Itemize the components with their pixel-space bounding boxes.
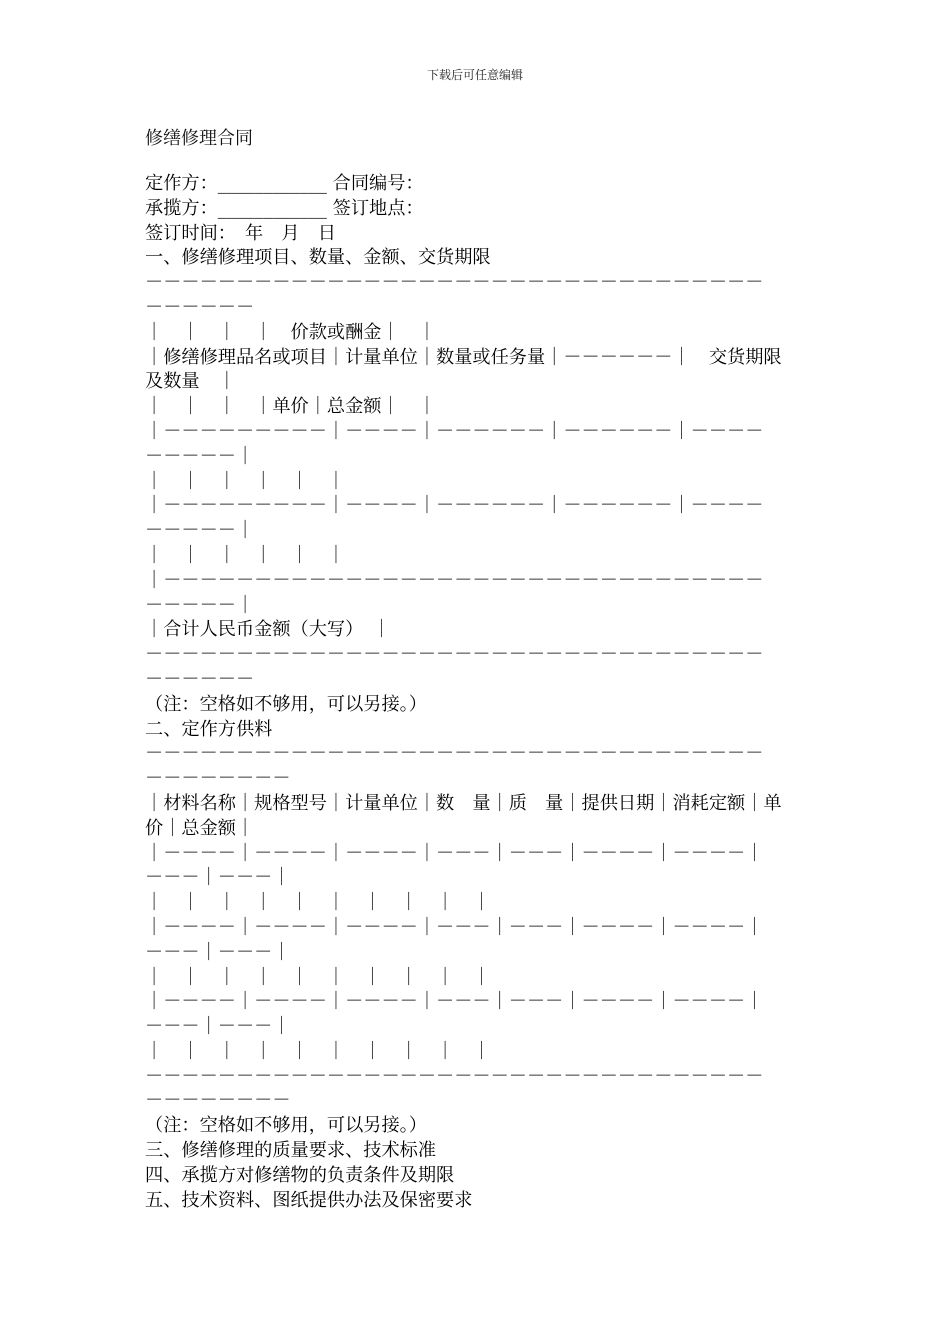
document-body [145,172,810,1213]
document-line: －－－－－－－－ [145,768,291,790]
document-line: －－－｜－－－｜ [145,867,291,889]
document-line: －－－－－｜ [145,594,255,616]
document-line: －－－－－－－－－－－－－－－－－－－－－－－－－－－－－－－－－－ [145,1065,764,1087]
document-line: ｜ ｜ ｜ ｜ ｜ ｜ ｜ ｜ ｜ ｜ [145,966,491,988]
document-line: ｜修缮修理品名或项目｜计量单位｜数量或任务量｜－－－－－－｜ 交货期限 [145,346,782,368]
document-line: 一、修缮修理项目、数量、金额、交货期限 [145,247,491,269]
document-line: 三、修缮修理的质量要求、技术标准 [145,1140,437,1162]
document-line: ｜ ｜ ｜ ｜ ｜ ｜ [145,470,346,492]
document-line: 四、承揽方对修缮物的负责条件及期限 [145,1164,455,1186]
document-line: 及数量 ｜ [145,371,236,393]
document-line: ｜－－－－｜－－－－｜－－－－｜－－－｜－－－｜－－－－｜－－－－｜ [145,916,764,938]
document-line: ｜－－－－－－－－－｜－－－－｜－－－－－－｜－－－－－－｜－－－－ [145,420,764,442]
document-line: －－－－－｜ [145,520,255,542]
document-line: 定作方：____________ 合同编号： [145,173,424,194]
document-line: －－－－－－ [145,668,255,690]
document-line: （注：空格如不够用，可以另接。） [145,693,427,715]
document-title: 修缮修理合同 [145,128,253,149]
document-line: 签订时间： 年 月 日 [145,222,336,244]
document-line: ｜ ｜ ｜ ｜ ｜ ｜ [145,544,346,566]
document-line: ｜ ｜ ｜ ｜ ｜ ｜ ｜ ｜ ｜ ｜ [145,1040,491,1062]
document-line: －－－－－｜ [145,445,255,467]
document-line: ｜材料名称｜规格型号｜计量单位｜数 量｜质 量｜提供日期｜消耗定额｜单 [145,792,782,814]
document-line: －－－｜－－－｜ [145,941,291,963]
document-line: （注：空格如不够用，可以另接。） [145,1115,427,1137]
document-line: 五、技术资料、图纸提供办法及保密要求 [145,1189,473,1211]
page-header-note: 下载后可任意编辑 [426,68,523,82]
document-line: ｜－－－－－－－－－－－－－－－－－－－－－－－－－－－－－－－－－ [145,569,764,591]
document-line: 承揽方：____________ 签订地点： [145,197,424,219]
document-line: ｜－－－－－－－－－｜－－－－｜－－－－－－｜－－－－－－｜－－－－ [145,495,764,517]
document-line: －－－－－－－－－－－－－－－－－－－－－－－－－－－－－－－－－－ [145,743,764,765]
document-line: 价｜总金额｜ [145,817,255,839]
document-line: －－－－－－－－ [145,1090,291,1112]
document-line: ｜－－－－｜－－－－｜－－－－｜－－－｜－－－｜－－－－｜－－－－｜ [145,991,764,1013]
document-line: －－－｜－－－｜ [145,1016,291,1038]
document-line: －－－－－－－－－－－－－－－－－－－－－－－－－－－－－－－－－－ [145,644,764,666]
document-line: ｜合计人民币金额（大写） ｜ [145,619,391,641]
document-line: －－－－－－ [145,296,255,318]
document-line: ｜ ｜ ｜ ｜单价｜总金额｜ ｜ [145,396,437,418]
document-line: ｜ ｜ ｜ ｜ ｜ ｜ ｜ ｜ ｜ ｜ [145,892,491,914]
document-line: 二、定作方供料 [145,718,273,740]
document-line: ｜－－－－｜－－－－｜－－－－｜－－－｜－－－｜－－－－｜－－－－｜ [145,842,764,864]
document-line: －－－－－－－－－－－－－－－－－－－－－－－－－－－－－－－－－－ [145,272,764,294]
document-line: ｜ ｜ ｜ ｜ 价款或酬金｜ ｜ [145,321,437,343]
